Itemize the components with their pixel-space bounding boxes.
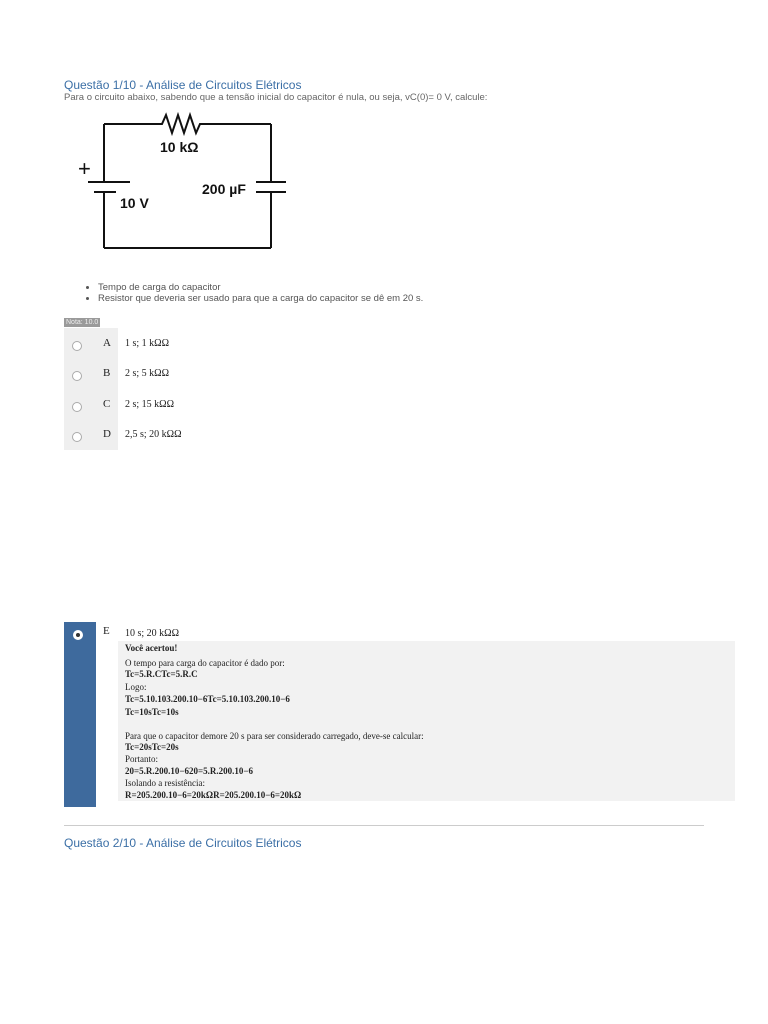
grade-badge: Nota: 10.0 xyxy=(66,319,99,326)
capacitor-label: 200 µF xyxy=(202,181,246,197)
question-intro: Para o circuito abaixo, sabendo que a tensão inicial do capacitor é nula, ou seja, vC(0)= 0 V, calcule: xyxy=(64,92,488,103)
radio-button[interactable] xyxy=(72,371,82,381)
radio-button[interactable] xyxy=(72,432,82,442)
feedback-line: R=205.200.10−6=20kΩR=205.200.10−6=20kΩ xyxy=(125,790,302,800)
choice-letter: C xyxy=(103,398,111,410)
resistor-label: 10 kΩ xyxy=(160,139,199,155)
choice-letter: B xyxy=(103,367,111,379)
wire-top xyxy=(104,115,271,133)
choice-text: 1 s; 1 kΩΩ xyxy=(125,338,170,349)
selected-answer-bar[interactable] xyxy=(64,622,96,807)
feedback-line: Para que o capacitor demore 20 s para ser considerado carregado, deve-se calcular: xyxy=(125,731,424,741)
feedback-line: Tc=10sTc=10s xyxy=(125,707,179,717)
feedback-line: 20=5.R.200.10−620=5.R.200.10−6 xyxy=(125,766,254,776)
feedback-line: Logo: xyxy=(125,682,147,692)
choice-d[interactable] xyxy=(64,425,264,449)
radio-button[interactable] xyxy=(72,341,82,351)
choice-b[interactable] xyxy=(64,364,264,388)
choice-text: 10 s; 20 kΩΩ xyxy=(125,628,180,639)
bullet-item: • Resistor que deveria ser usado para que a carga do capacitor se dê em 20 s. xyxy=(98,293,423,304)
feedback-line: Tc=20sTc=20s xyxy=(125,742,179,752)
divider xyxy=(64,825,704,826)
choice-text: 2 s; 15 kΩΩ xyxy=(125,399,175,410)
choice-a[interactable] xyxy=(64,334,264,358)
source-label: 10 V xyxy=(120,195,149,211)
bullet-item: • Tempo de carga do capacitor xyxy=(98,282,423,293)
plus-sign: + xyxy=(78,156,91,181)
choice-c[interactable] xyxy=(64,395,264,419)
feedback-line: Tc=5.R.CTc=5.R.C xyxy=(125,669,198,679)
choice-text: 2 s; 5 kΩΩ xyxy=(125,368,170,379)
radio-button[interactable] xyxy=(72,402,82,412)
choice-letter: A xyxy=(103,337,111,349)
question-bullets xyxy=(80,282,423,304)
choice-letter: E xyxy=(103,625,110,637)
feedback-line: Isolando a resistência: xyxy=(125,778,205,788)
question-title: Questão 1/10 - Análise de Circuitos Elétricos xyxy=(64,78,302,92)
feedback-heading: Você acertou! xyxy=(125,643,178,653)
choice-letter: D xyxy=(103,428,111,440)
choice-text: 2,5 s; 20 kΩΩ xyxy=(125,429,182,440)
feedback-line: O tempo para carga do capacitor é dado por: xyxy=(125,658,285,668)
radio-button-selected[interactable] xyxy=(73,630,83,640)
feedback-line: Tc=5.10.103.200.10−6Tc=5.10.103.200.10−6 xyxy=(125,694,290,704)
circuit-diagram xyxy=(74,108,294,258)
question-title: Questão 2/10 - Análise de Circuitos Elétricos xyxy=(64,836,302,850)
feedback-line: Portanto: xyxy=(125,754,158,764)
